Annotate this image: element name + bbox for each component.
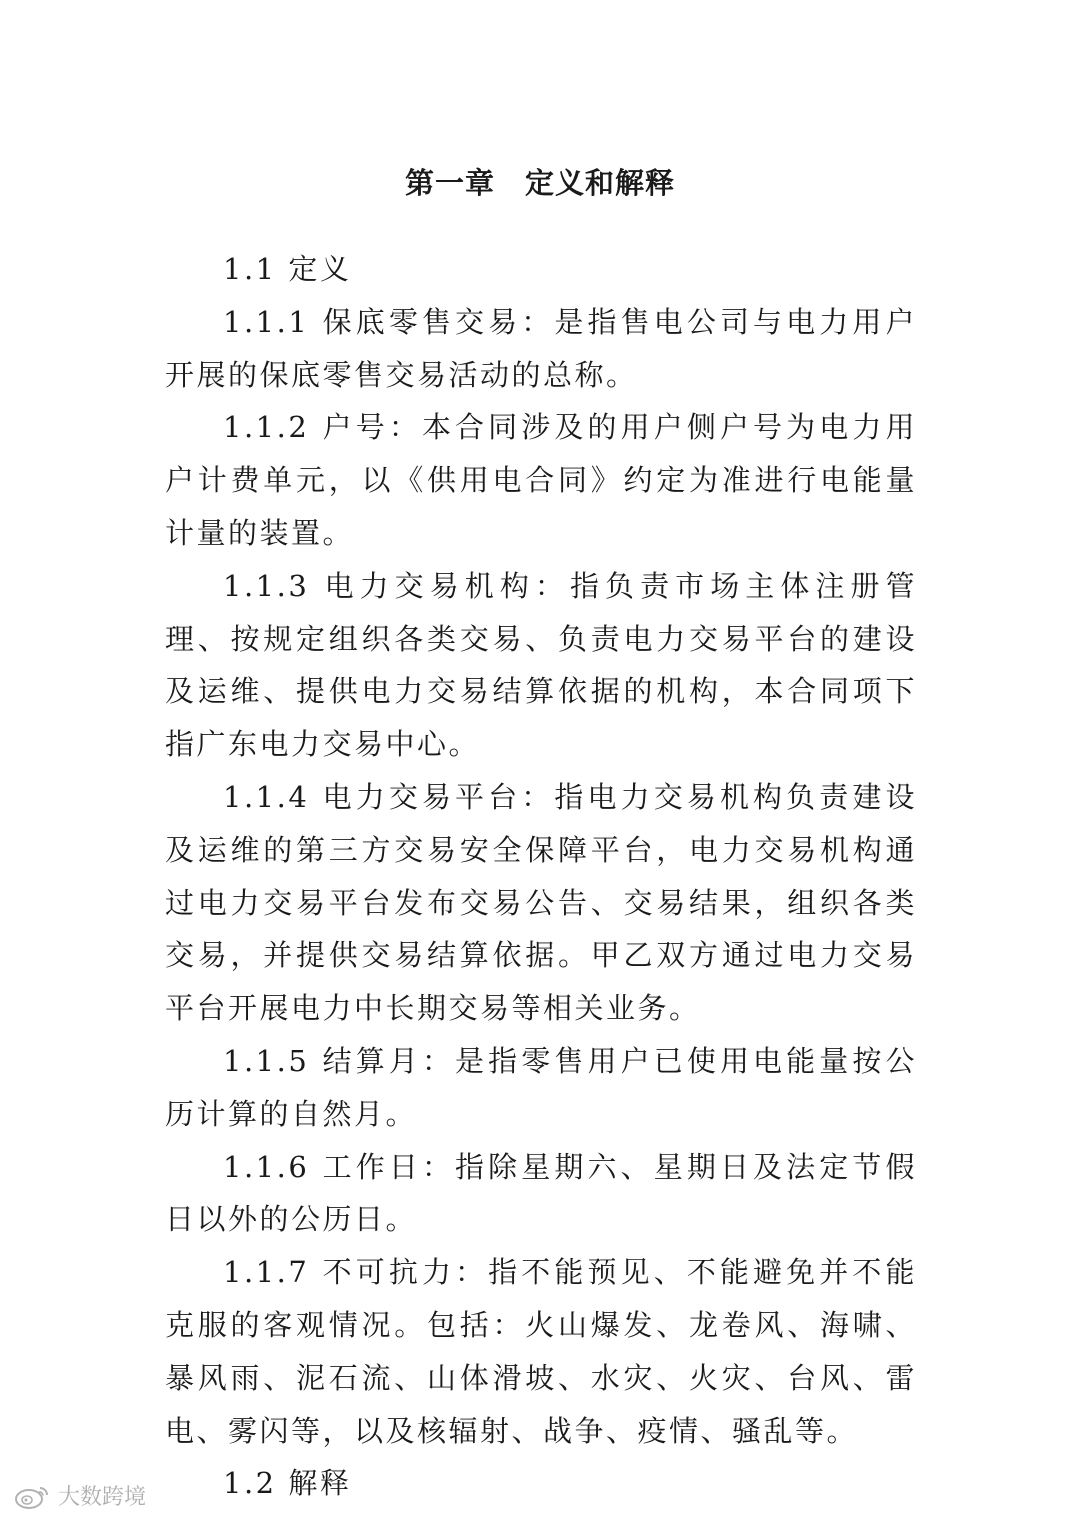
chapter-title: 定义和解释 (525, 166, 676, 200)
section-heading-definitions: 1.1 定义 (223, 252, 352, 286)
definition-paragraph: 1.1.6 工作日：指除星期六、星期日及法定节假日以外的公历日。 (165, 1149, 917, 1237)
definition-paragraph: 1.1.1 保底零售交易：是指售电公司与电力用户开展的保底零售交易活动的总称。 (165, 304, 917, 392)
document-body (165, 243, 917, 1510)
definition-paragraph: 1.1.4 电力交易平台：指电力交易机构负责建设及运维的第三方交易安全保障平台，电力交易机构通过电力交易平台发布交易公告、交易结果，组织各类交易，并提供交易结算依据。甲乙双方通过电力交易平台开展电力中长期交易等相关业务。 (165, 779, 917, 1026)
section-heading-interpretation: 1.2 解释 (223, 1466, 352, 1501)
weibo-logo-icon (12, 1482, 52, 1510)
definition-paragraph: 1.1.5 结算月：是指零售用户已使用电能量按公历计算的自然月。 (165, 1043, 917, 1131)
definition-paragraph: 1.1.2 户号：本合同涉及的用户侧户号为电力用户计费单元，以《供用电合同》约定为准进行电能量计量的装置。 (165, 410, 917, 550)
definition-paragraph: 1.1.3 电力交易机构：指负责市场主体注册管理、按规定组织各类交易、负责电力交易平台的建设及运维、提供电力交易结算依据的机构，本合同项下指广东电力交易中心。 (165, 568, 917, 762)
definition-paragraph: 1.1.7 不可抗力：指不能预见、不能避免并不能克服的客观情况。包括：火山爆发、龙卷风、海啸、暴风雨、泥石流、山体滑坡、水灾、火灾、台风、雷电、雾闪等，以及核辐射、战争、疫情、骚乱等。 (165, 1255, 917, 1448)
chapter-number: 第一章 (404, 166, 495, 200)
chapter-heading (0, 160, 1080, 206)
watermark (12, 1480, 146, 1511)
watermark-text: 大数跨境 (58, 1485, 147, 1510)
